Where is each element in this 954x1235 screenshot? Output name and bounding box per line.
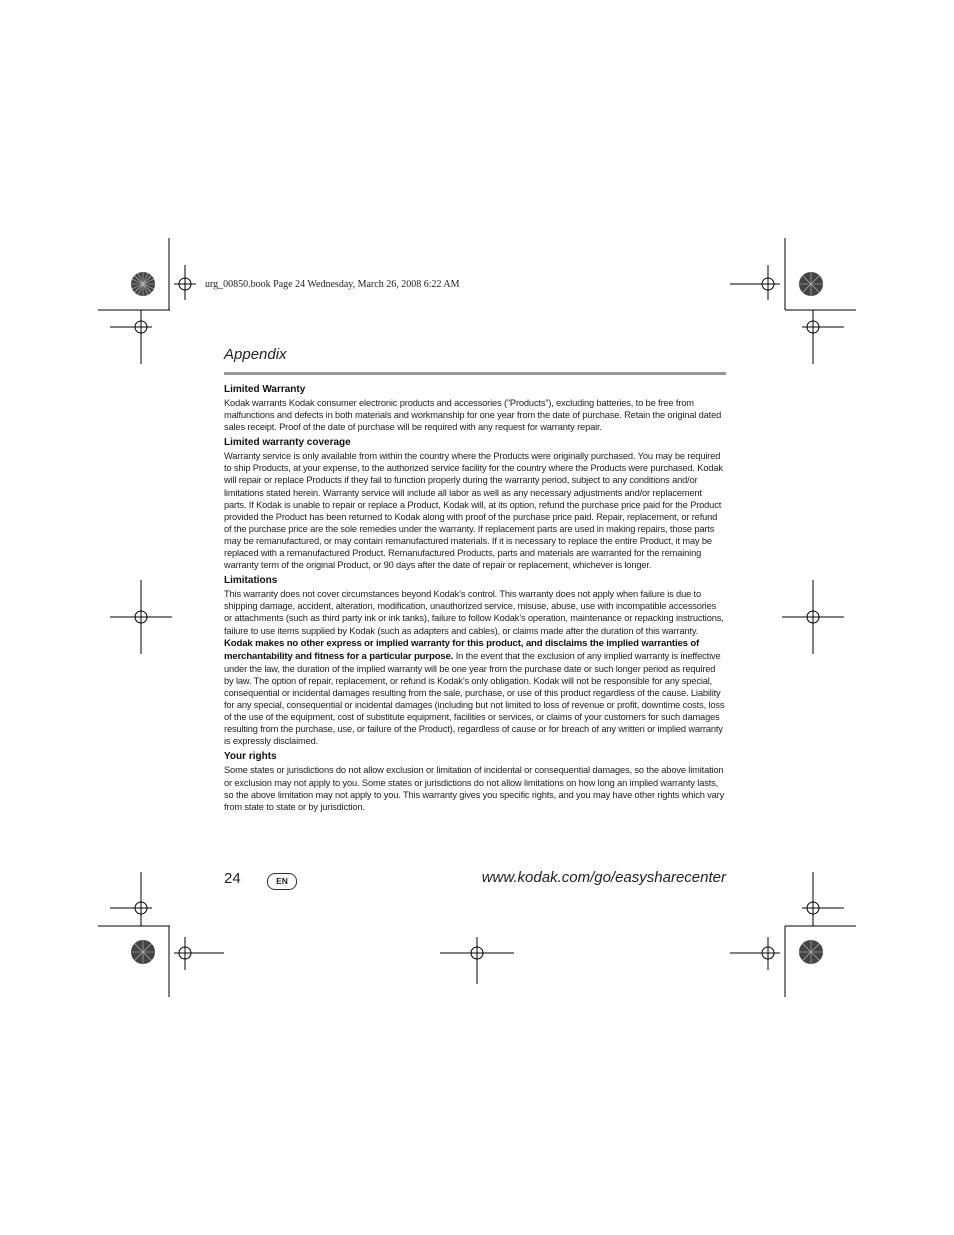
registration-mark	[730, 265, 780, 300]
color-bar-starburst-bottom-left	[131, 940, 155, 964]
title-divider	[224, 372, 726, 375]
color-bar-starburst-top-right	[799, 272, 823, 296]
section-body-coverage: Warranty service is only available from within the country where the Products were originally purchased. You may be required to ship Products, at your expense, to the authorized service facility for the country where the Products were purchased. Kodak will repair or replace Products if they fail to function properly during the warranty period, subject to any conditions and/or limitations stated herein. Warranty service will include all labor as well as any necessary adjustments and/or replacement parts. If Kodak is unable to repair or replace a Product, Kodak will, at its option, refund the purchase price paid for the Product provided the Product has been returned to Kodak along with proof of the purchase price paid. Repair, replacement, or refund of the purchase price are the sole remedies under the warranty. If replacement parts are used in making repairs, those parts may be remanufactured, or may contain remanufactured materials. If it is necessary to replace the entire Product, it may be replaced with a remanufactured Product. Remanufactured Products, parts and materials are warranted for the remaining warranty term of the original Product, or 90 days after the date of repair or replacement, whichever is longer.	[224, 451, 723, 571]
color-bar-starburst-bottom-right	[799, 940, 823, 964]
section-body-your-rights: Some states or jurisdictions do not allow exclusion or limitation of incidental or consequential damages, so the above limitation or exclusion may not apply to you. Some states or jurisdictions do not allow limitations on how long an implied warranty lasts, so the above limitation may not apply to you. This warranty gives you specific rights, and you may have other rights which vary from state to state or by jurisdiction.	[224, 765, 725, 812]
section-body-limitations	[224, 588, 726, 747]
section-heading-your-rights: Your rights	[224, 751, 277, 763]
registration-mark	[730, 937, 780, 970]
footer-url-link[interactable]: www.kodak.com/go/easysharecenter	[481, 869, 726, 886]
limitations-text-after: In the event that the exclusion of any implied warranty is ineffective under the law, the duration of the implied warranty will be one year from the purchase date or such longer period as required by law. The option of repair, replacement, or refund is Kodak’s only obligation. Kodak will not be responsible for any special, consequential or incidental damages resulting from the sale, purchase, or use of this product regardless of the cause. Liability for any special, consequential or incidental damages (including but not limited to loss of revenue or profit, downtime costs, loss of the use of the equipment, cost of substitute equipment, facilities or services, or claims of your customers for such damages resulting from the purchase, use, or failure of the Product), regardless of cause or for breach of any written or implied warranty is expressly disclaimed.	[224, 650, 725, 747]
registration-mark	[174, 937, 224, 970]
section-heading-limited-warranty: Limited Warranty	[224, 384, 306, 395]
color-bar-starburst-top-left	[131, 272, 155, 296]
page-title: Appendix	[224, 346, 287, 363]
registration-mark	[802, 872, 844, 926]
registration-mark	[782, 580, 844, 654]
registration-mark	[802, 310, 844, 364]
registration-mark	[174, 265, 196, 300]
registration-mark	[110, 310, 152, 364]
section-body-limited-warranty: Kodak warrants Kodak consumer electronic products and accessories (”Products”), excluding batteries, to be free from malfunctions and defects in both materials and workmanship for one year from the date of purchase. Retain the original dated sales receipt. Proof of the date of purchase will be required with any request for warranty repair.	[224, 398, 722, 433]
language-badge: EN	[267, 873, 297, 890]
page-number: 24	[224, 870, 241, 887]
limitations-disclaimer-bold: Kodak makes no other express or implied warranty for this product, and disclaims the implied warranties of merchantability and fitness for a particular purpose.	[224, 637, 700, 662]
print-slug: urg_00850.book Page 24 Wednesday, March 26, 2008 6:22 AM	[205, 279, 460, 290]
registration-mark	[110, 872, 152, 926]
warranty-content	[224, 383, 726, 816]
registration-mark	[440, 937, 514, 984]
registration-mark	[110, 580, 172, 654]
section-heading-limitations: Limitations	[224, 575, 278, 587]
limitations-text-before: This warranty does not cover circumstances beyond Kodak’s control. This warranty does not apply when failure is due to shipping damage, accident, alteration, modification, unauthorized service, misuse, abuse, use with incompatible accessories or attachments (such as third party ink or ink tanks), failure to follow Kodak’s operation, maintenance or repacking instructions, failure to use items supplied by Kodak (such as adapters and cables), or claims made after the duration of this warranty.	[224, 589, 724, 636]
section-heading-coverage: Limited warranty coverage	[224, 437, 351, 449]
